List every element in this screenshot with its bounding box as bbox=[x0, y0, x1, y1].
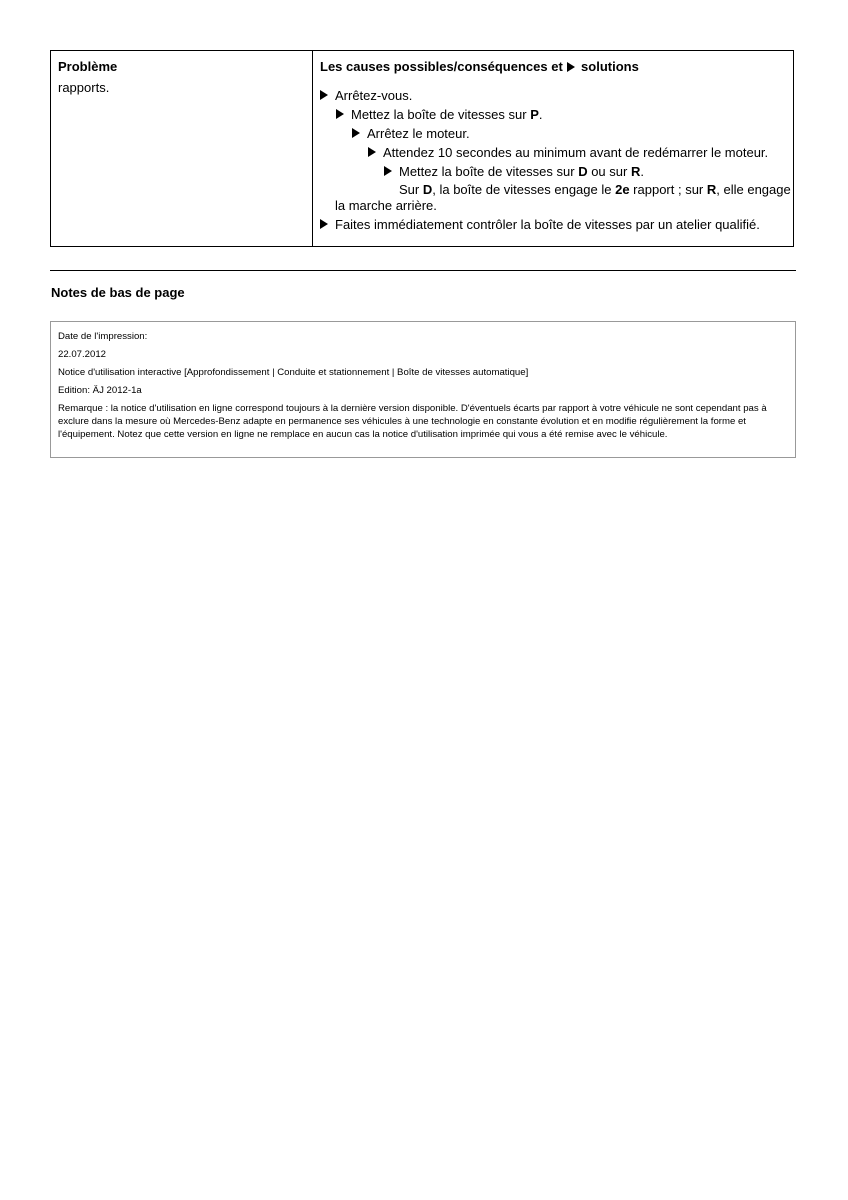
step-shift-p: Mettez la boîte de vitesses sur P. bbox=[351, 107, 543, 122]
step-shift-d-r: Mettez la boîte de vitesses sur D ou sur R. bbox=[399, 164, 644, 179]
problem-solution-table bbox=[50, 50, 794, 247]
step-result-line1: Sur D, la boîte de vitesses engage le 2e rapport ; sur R, elle engage bbox=[399, 182, 791, 197]
triangle-right-icon bbox=[384, 166, 392, 176]
print-date-label: Date de l'impression: bbox=[58, 331, 148, 342]
triangle-right-icon bbox=[320, 219, 328, 229]
triangle-right-icon bbox=[368, 147, 376, 157]
footnotes-title: Notes de bas de page bbox=[51, 285, 185, 300]
triangle-right-icon bbox=[567, 62, 575, 72]
triangle-right-icon bbox=[320, 90, 328, 100]
column-divider bbox=[312, 51, 313, 246]
step-workshop: Faites immédiatement contrôler la boîte de vitesses par un atelier qualifié. bbox=[335, 217, 760, 232]
problem-text: rapports. bbox=[58, 80, 110, 95]
step-wait: Attendez 10 secondes au minimum avant de redémarrer le moteur. bbox=[383, 145, 769, 160]
step-result-line2: la marche arrière. bbox=[335, 198, 437, 213]
triangle-right-icon bbox=[352, 128, 360, 138]
step-stop: Arrêtez-vous. bbox=[335, 88, 413, 103]
header-causes: Les causes possibles/conséquences et solutions bbox=[320, 59, 639, 74]
edition: Edition: ÄJ 2012-1a bbox=[58, 385, 142, 396]
header-problem: Problème bbox=[58, 59, 118, 74]
step-engine-off: Arrêtez le moteur. bbox=[367, 126, 470, 141]
triangle-right-icon bbox=[336, 109, 344, 119]
print-date: 22.07.2012 bbox=[58, 349, 107, 360]
notice-path: Notice d'utilisation interactive [Approfondissement | Conduite et stationnement | Boîte de vitesses automatique] bbox=[58, 367, 529, 378]
remark: Remarque : la notice d'utilisation en ligne correspond toujours à la dernière version disponible. D'éventuels écarts par rapport à votre véhicule ne sont cependant pas à exclure dans la mesure où Mercedes-Benz adapte en permanence ses véhicules à une technologie en constante évolution et en modifie régulièrement la forme et l'équipement. Notez que cette version en ligne ne remplace en aucun cas la notice d'utilisation imprimée qui vous a été remise avec le véhicule. bbox=[58, 403, 767, 440]
footnotes-box bbox=[50, 321, 796, 458]
section-divider bbox=[50, 270, 796, 271]
